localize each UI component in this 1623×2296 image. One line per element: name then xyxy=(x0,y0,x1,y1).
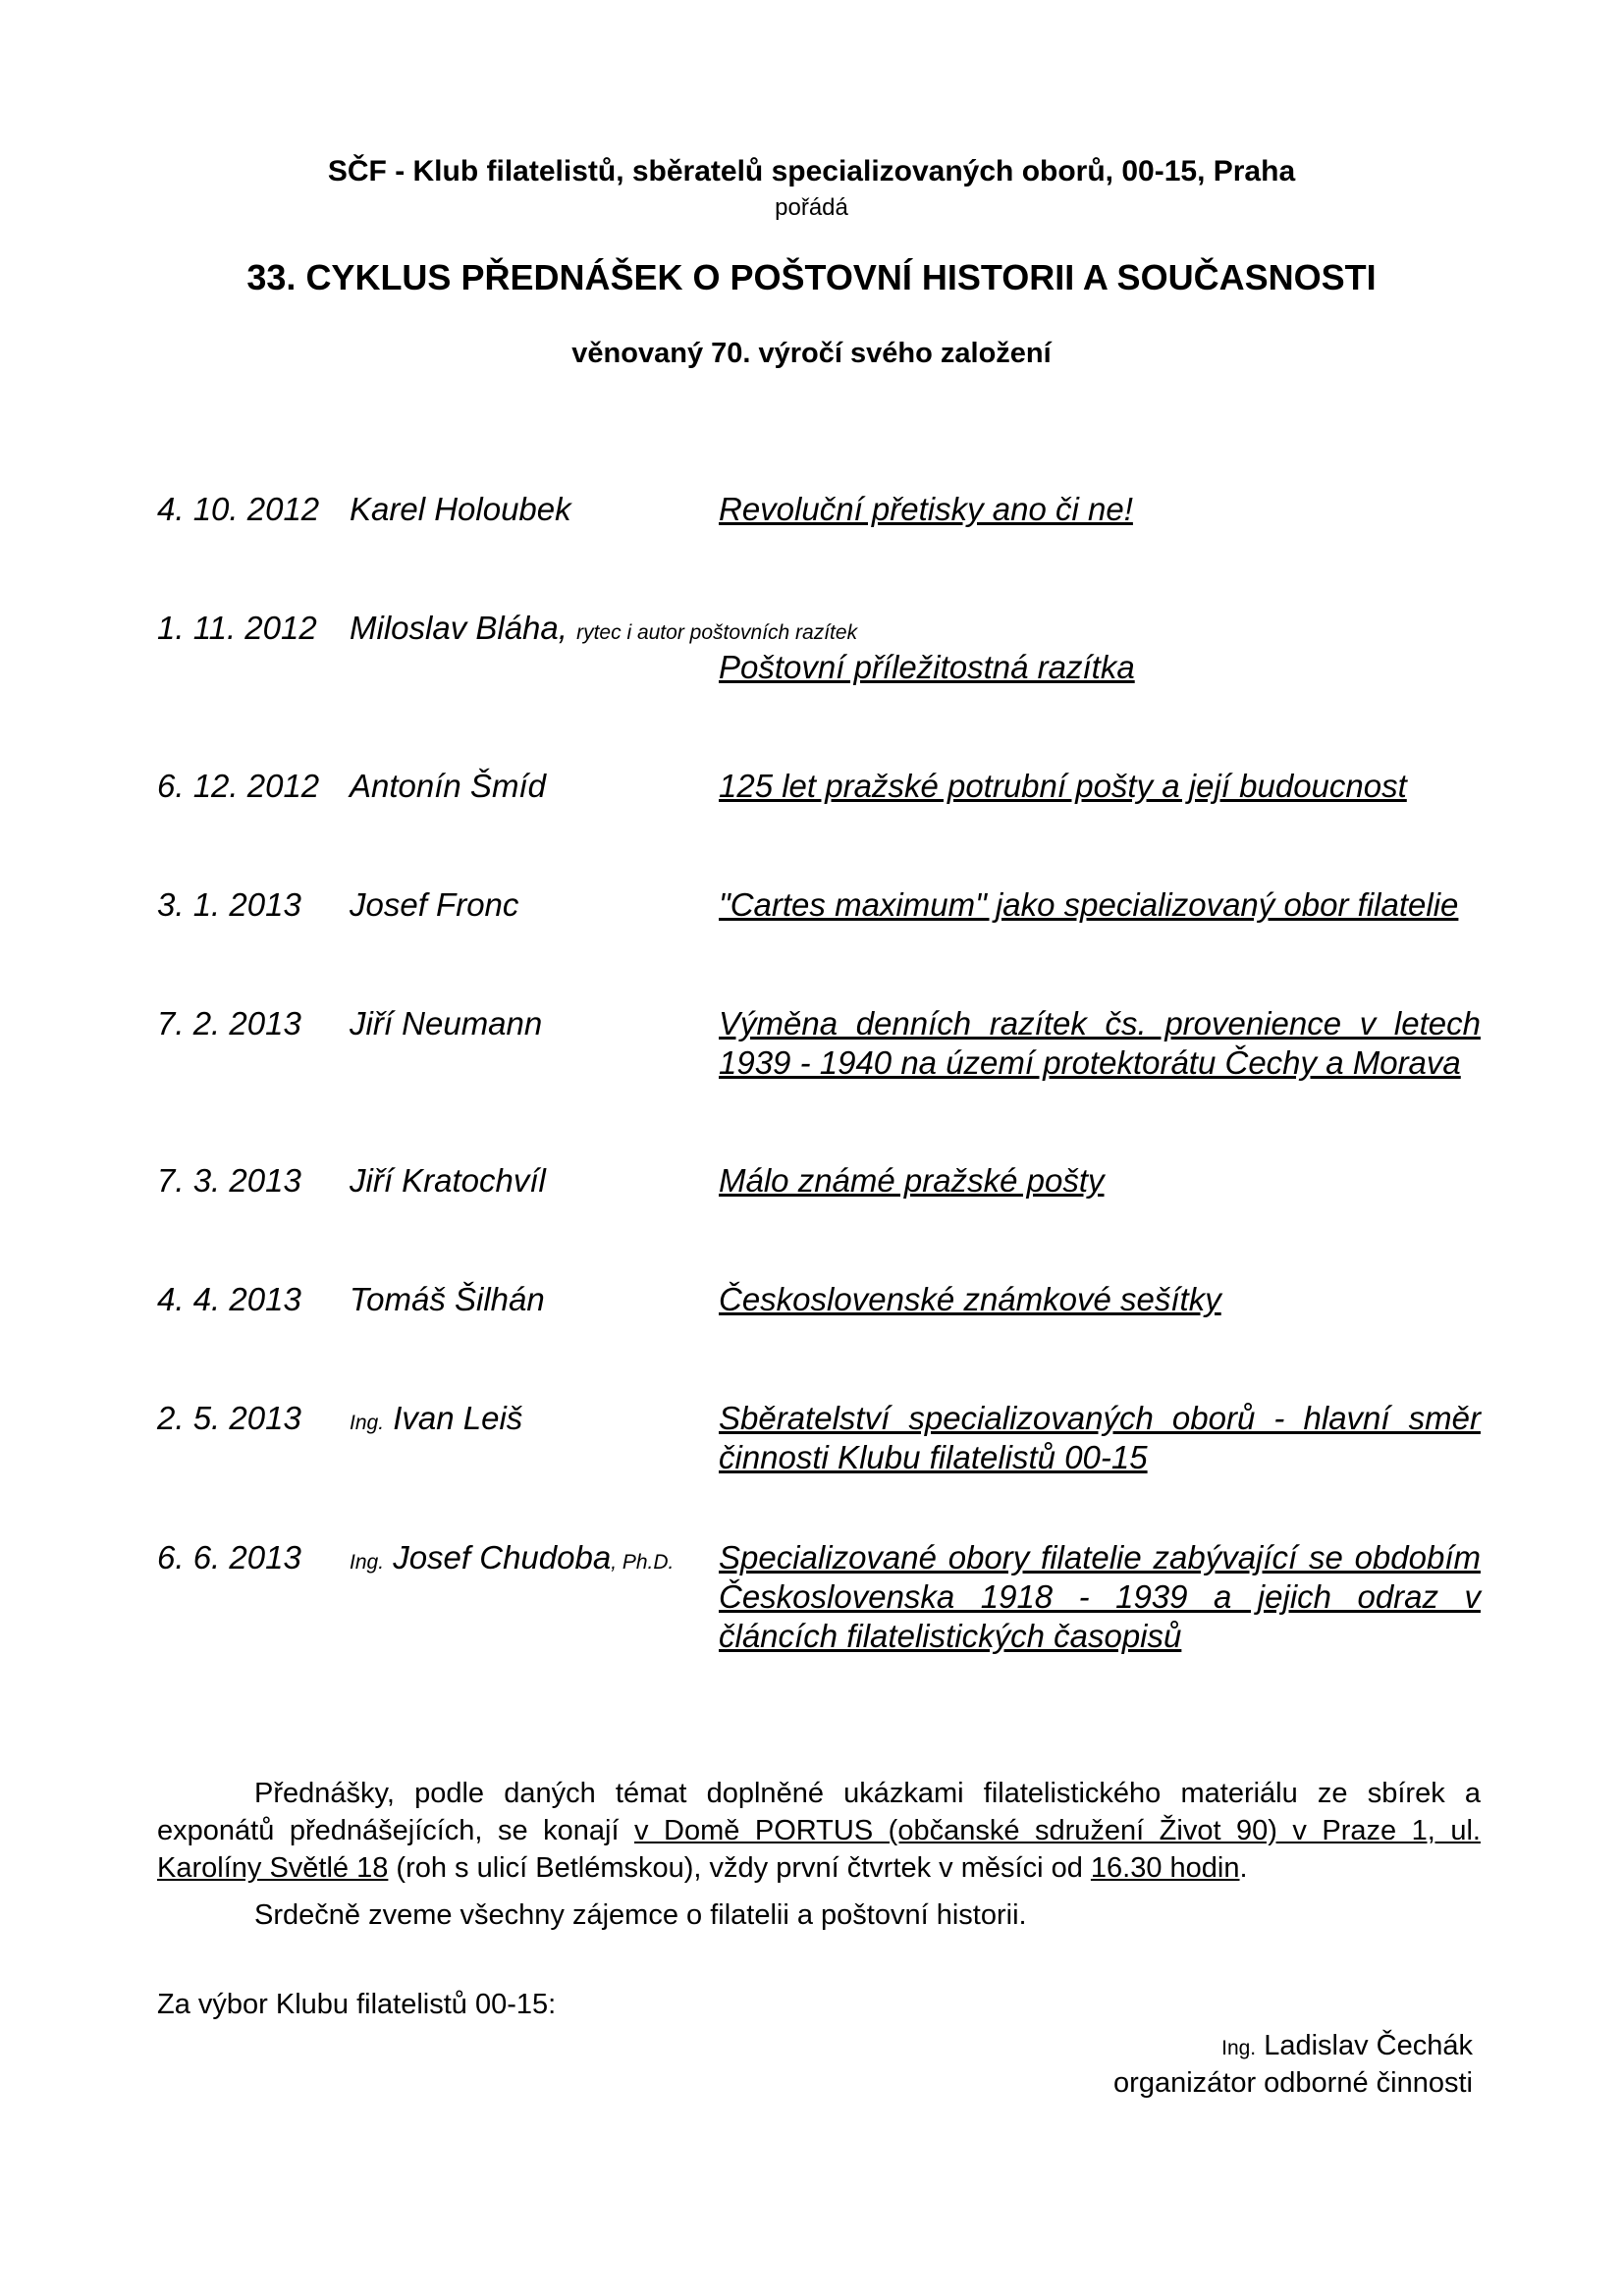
speaker-name: Karel Holoubek xyxy=(350,491,571,527)
speaker-name: Jiří Kratochvíl xyxy=(350,1162,546,1199)
lecture-date: 2. 5. 2013 xyxy=(157,1400,301,1436)
lecture-date: 7. 3. 2013 xyxy=(157,1162,301,1199)
organizes-label: pořádá xyxy=(775,194,848,221)
lecture-topic: Revoluční přetisky ano či ne! xyxy=(719,491,1133,527)
lecture-topic: Sběratelství specializovaných oborů - hlavní směr činnosti Klubu filatelistů 00-15 xyxy=(719,1400,1481,1475)
speaker-name: Miloslav Bláha, xyxy=(350,610,568,646)
signature-intro: Za výbor Klubu filatelistů 00-15: xyxy=(157,1989,557,2020)
lecture-date: 6. 12. 2012 xyxy=(157,768,320,804)
signature-role: organizátor odborné činnosti xyxy=(1113,2067,1473,2099)
speaker-name: Tomáš Šilhán xyxy=(350,1281,545,1317)
speaker-name: Jiří Neumann xyxy=(350,1005,543,1041)
lecture-date: 7. 2. 2013 xyxy=(157,1005,301,1041)
signature-prefix: Ing. xyxy=(1221,2037,1257,2059)
lecture-topic: Výměna denních razítek čs. provenience v letech 1939 - 1940 na území protektorátu Čechy a Morava xyxy=(719,1005,1481,1081)
page-title: 33. CYKLUS PŘEDNÁŠEK O POŠTOVNÍ HISTORII A SOUČASNOSTI xyxy=(246,257,1377,297)
venue-text: v Domě PORTUS (občanské sdružení Život 90) v Praze 1, ul. Karolíny Světlé 18 xyxy=(157,1815,1481,1884)
info-text: (roh s ulicí Betlémskou), vždy první čtvrtek v měsíci od xyxy=(388,1852,1091,1884)
lecture-date: 1. 11. 2012 xyxy=(157,610,317,646)
signature-person: Ladislav Čechák xyxy=(1264,2030,1473,2061)
lecture-speaker xyxy=(350,1161,546,1201)
info-text: . xyxy=(1239,1852,1248,1884)
lecture-speaker xyxy=(350,1399,522,1443)
speaker-prefix: Ing. xyxy=(350,1412,385,1434)
lecture-topic: "Cartes maximum" jako specializovaný obor filatelie xyxy=(719,886,1459,923)
lecture-topic: Specializované obory filatelie zabývající se obdobím Československa 1918 - 1939 a jejich odraz v článcích filatelistických časopisů xyxy=(719,1539,1481,1654)
speaker-name: Josef Fronc xyxy=(350,886,519,923)
speaker-name: Antonín Šmíd xyxy=(350,768,546,804)
lecture-topic: 125 let pražské potrubní pošty a její budoucnost xyxy=(719,768,1407,804)
lecture-date: 3. 1. 2013 xyxy=(157,886,301,923)
lecture-speaker xyxy=(350,1280,545,1319)
speaker-suffix: , Ph.D. xyxy=(611,1551,675,1574)
lecture-topic: Poštovní příležitostná razítka xyxy=(719,649,1135,685)
invitation-paragraph: Srdečně zveme všechny zájemce o filatelii a poštovní historii. xyxy=(254,1899,1027,1931)
speaker-prefix: Ing. xyxy=(350,1551,385,1574)
lecture-date: 6. 6. 2013 xyxy=(157,1539,301,1575)
lecture-speaker xyxy=(350,885,518,925)
lecture-speaker xyxy=(350,1538,674,1582)
lecture-topic: Málo známé pražské pošty xyxy=(719,1162,1105,1199)
speaker-name: Ivan Leiš xyxy=(393,1400,523,1436)
lecture-speaker xyxy=(350,490,571,529)
info-text: Přednášky, podle daných témat doplněné ukázkami filatelistického materiálu ze sbírek a exponátů přednášejících, se konají xyxy=(157,1778,1481,1846)
speaker-note: rytec i autor poštovních razítek xyxy=(576,621,858,644)
signature-name xyxy=(982,2028,1473,2066)
info-paragraph xyxy=(157,1775,1481,1887)
lecture-speaker xyxy=(350,767,546,806)
lecture-date: 4. 4. 2013 xyxy=(157,1281,301,1317)
time-text: 16.30 hodin xyxy=(1090,1852,1240,1884)
page-subtitle: věnovaný 70. výročí svého založení xyxy=(571,338,1052,369)
lecture-topic: Československé známkové sešítky xyxy=(719,1281,1221,1317)
speaker-name: Josef Chudoba xyxy=(393,1539,612,1575)
lecture-speaker xyxy=(350,609,857,653)
organization-heading: SČF - Klub filatelistů, sběratelů specializovaných oborů, 00-15, Praha xyxy=(327,155,1296,187)
lecture-date: 4. 10. 2012 xyxy=(157,491,320,527)
lecture-speaker xyxy=(350,1004,542,1043)
